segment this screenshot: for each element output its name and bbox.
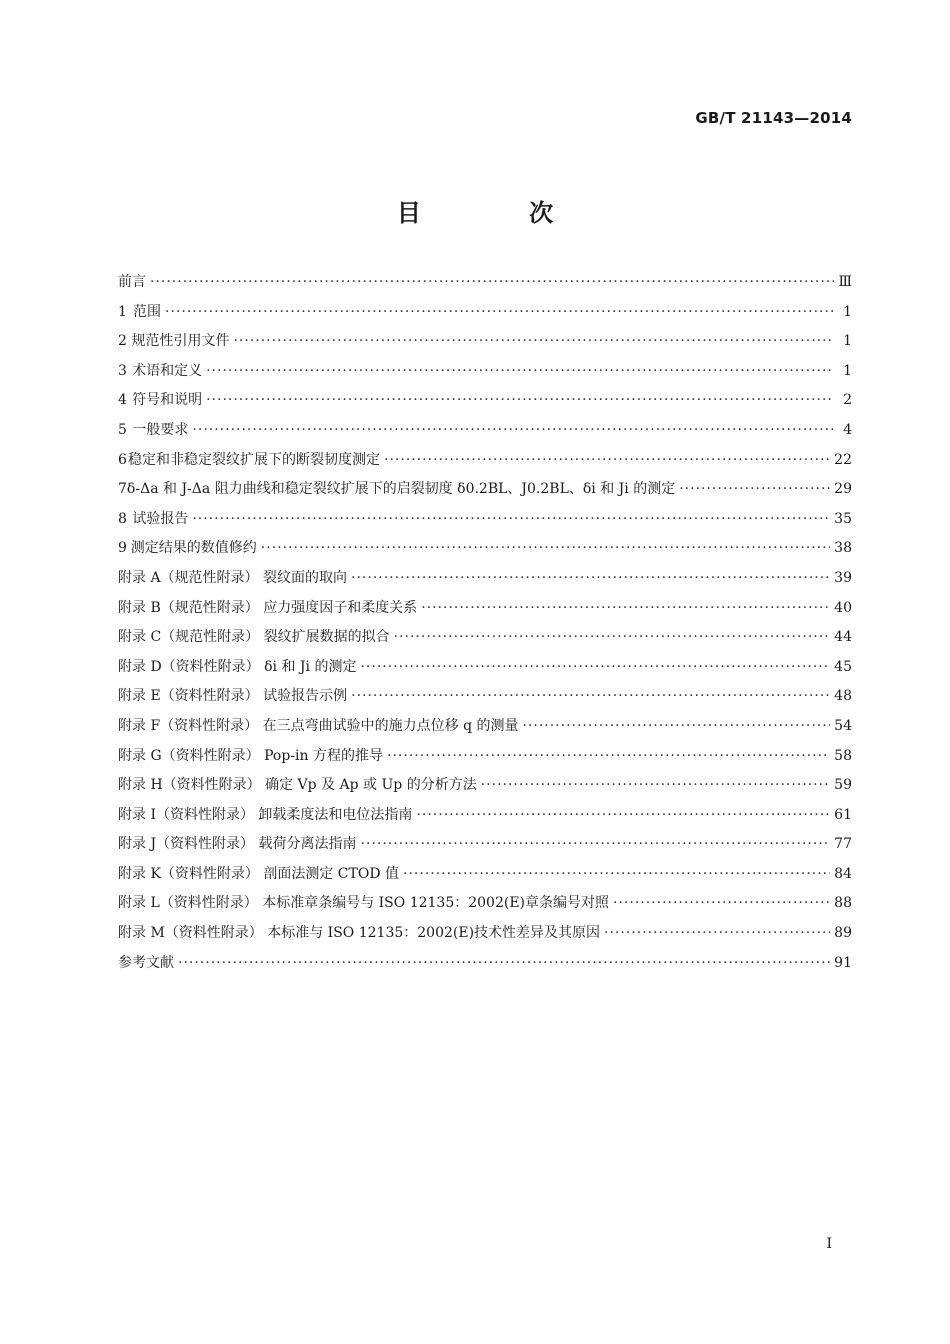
leader-dots bbox=[403, 860, 830, 890]
leader-dots bbox=[384, 446, 830, 476]
toc-entry-page: 35 bbox=[834, 510, 852, 527]
toc-entry-bibliography[interactable] bbox=[118, 949, 852, 979]
toc-entry-page: 45 bbox=[834, 658, 852, 675]
leader-dots bbox=[150, 268, 834, 298]
standard-code: GB/T 21143—2014 bbox=[695, 109, 852, 127]
toc-entry-number: 3 bbox=[118, 362, 127, 379]
toc-entry-annex-f[interactable] bbox=[118, 712, 852, 742]
toc-entry-annex-c[interactable] bbox=[118, 623, 852, 653]
toc-entry-page: 29 bbox=[834, 481, 852, 498]
toc-entry-page: 77 bbox=[834, 836, 852, 853]
toc-entry-page: 2 bbox=[843, 392, 852, 409]
toc-entry-page: 39 bbox=[834, 569, 852, 586]
toc-entry-label: 范围 bbox=[133, 303, 162, 320]
toc-entry-label: 符号和说明 bbox=[132, 392, 203, 409]
toc-entry-page: 38 bbox=[834, 540, 852, 557]
toc-entry-label: 附录 G（资料性附录） Pop-in 方程的推导 bbox=[118, 747, 384, 764]
toc-entry-label: 附录 J（资料性附录） 载荷分离法指南 bbox=[118, 836, 357, 853]
toc-entry-label: 测定结果的数值修约 bbox=[130, 540, 257, 557]
toc-entry-page: 58 bbox=[834, 747, 852, 764]
leader-dots bbox=[178, 949, 830, 979]
toc-entry-5[interactable] bbox=[118, 416, 852, 446]
leader-dots bbox=[604, 919, 830, 949]
toc-entry-label: 附录 F（资料性附录） 在三点弯曲试验中的施力点位移 q 的测量 bbox=[118, 717, 519, 734]
toc-entry-page: 1 bbox=[843, 303, 852, 320]
leader-dots bbox=[421, 594, 830, 624]
leader-dots bbox=[206, 386, 834, 416]
toc-entry-3[interactable] bbox=[118, 357, 852, 387]
toc-entry-label: 试验报告 bbox=[132, 510, 189, 527]
toc-entry-foreword[interactable] bbox=[118, 268, 852, 298]
leader-dots bbox=[361, 830, 831, 860]
leader-dots bbox=[394, 623, 831, 653]
leader-dots bbox=[192, 505, 830, 535]
leader-dots bbox=[481, 771, 830, 801]
toc-entry-annex-j[interactable] bbox=[118, 830, 852, 860]
toc-entry-page: 40 bbox=[834, 599, 852, 616]
page-folio: I bbox=[826, 1236, 832, 1252]
toc-entry-page: Ⅲ bbox=[838, 274, 852, 290]
toc-entry-number: 2 bbox=[118, 333, 127, 350]
table-of-contents bbox=[118, 268, 852, 978]
toc-entry-page: 89 bbox=[834, 925, 852, 942]
toc-entry-8[interactable] bbox=[118, 505, 852, 535]
leader-dots bbox=[165, 298, 834, 328]
toc-entry-label: δ-Δa 和 J-Δa 阻力曲线和稳定裂纹扩展下的启裂韧度 δ0.2BL、J0.2BL、δi 和 Ji 的测定 bbox=[126, 481, 676, 498]
toc-entry-4[interactable] bbox=[118, 386, 852, 416]
toc-entry-annex-e[interactable] bbox=[118, 682, 852, 712]
toc-entry-annex-k[interactable] bbox=[118, 860, 852, 890]
toc-entry-label: 前言 bbox=[118, 274, 146, 290]
toc-entry-annex-l[interactable] bbox=[118, 889, 852, 919]
toc-entry-label: 附录 H（资料性附录） 确定 Vp 及 Ap 或 Up 的分析方法 bbox=[118, 777, 477, 794]
toc-entry-number: 4 bbox=[118, 392, 127, 409]
toc-entry-page: 4 bbox=[843, 421, 852, 438]
toc-entry-label: 附录 L（资料性附录） 本标准章条编号与 ISO 12135：2002(E)章条编号对照 bbox=[118, 895, 610, 912]
toc-entry-annex-i[interactable] bbox=[118, 801, 852, 831]
toc-entry-label: 规范性引用文件 bbox=[131, 333, 230, 350]
leader-dots bbox=[679, 475, 830, 505]
leader-dots bbox=[387, 742, 830, 772]
toc-entry-label: 附录 A（规范性附录） 裂纹面的取向 bbox=[118, 569, 348, 586]
toc-entry-annex-d[interactable] bbox=[118, 653, 852, 683]
toc-entry-page: 1 bbox=[843, 362, 852, 379]
leader-dots bbox=[522, 712, 830, 742]
leader-dots bbox=[206, 357, 834, 387]
leader-dots bbox=[261, 534, 830, 564]
toc-entry-page: 44 bbox=[834, 629, 852, 646]
toc-entry-annex-h[interactable] bbox=[118, 771, 852, 801]
toc-entry-number: 9 bbox=[118, 540, 127, 557]
toc-entry-page: 84 bbox=[834, 865, 852, 882]
toc-entry-label: 附录 M（资料性附录） 本标准与 ISO 12135：2002(E)技术性差异及其原因 bbox=[118, 925, 601, 942]
toc-entry-label: 附录 B（规范性附录） 应力强度因子和柔度关系 bbox=[118, 599, 418, 616]
toc-title: 目 次 bbox=[396, 199, 604, 227]
toc-entry-page: 54 bbox=[834, 717, 852, 734]
leader-dots bbox=[613, 889, 830, 919]
leader-dots bbox=[360, 653, 830, 683]
leader-dots bbox=[351, 682, 830, 712]
toc-entry-page: 48 bbox=[834, 688, 852, 705]
toc-entry-label: 附录 C（规范性附录） 裂纹扩展数据的拟合 bbox=[118, 629, 390, 646]
toc-entry-1[interactable] bbox=[118, 298, 852, 328]
toc-entry-label: 附录 E（资料性附录） 试验报告示例 bbox=[118, 688, 348, 705]
toc-entry-label: 一般要求 bbox=[132, 421, 189, 438]
toc-entry-page: 1 bbox=[843, 333, 852, 350]
toc-entry-page: 59 bbox=[834, 777, 852, 794]
leader-dots bbox=[351, 564, 830, 594]
toc-entry-number: 8 bbox=[118, 510, 127, 527]
toc-entry-label: 附录 D（资料性附录） δi 和 Ji 的测定 bbox=[118, 658, 357, 675]
leader-dots bbox=[416, 801, 830, 831]
toc-entry-label: 术语和定义 bbox=[132, 362, 203, 379]
toc-entry-9[interactable] bbox=[118, 534, 852, 564]
toc-entry-page: 88 bbox=[834, 895, 852, 912]
toc-entry-page: 91 bbox=[834, 954, 852, 971]
toc-entry-annex-g[interactable] bbox=[118, 742, 852, 772]
leader-dots bbox=[233, 327, 834, 357]
toc-entry-label: 附录 I（资料性附录） 卸载柔度法和电位法指南 bbox=[118, 806, 413, 823]
toc-entry-label: 参考文献 bbox=[118, 954, 174, 971]
toc-entry-page: 61 bbox=[834, 806, 852, 823]
toc-entry-2[interactable] bbox=[118, 327, 852, 357]
toc-entry-annex-m[interactable] bbox=[118, 919, 852, 949]
toc-entry-7[interactable] bbox=[118, 475, 852, 505]
toc-entry-annex-a[interactable] bbox=[118, 564, 852, 594]
toc-entry-label: 稳定和非稳定裂纹扩展下的断裂韧度测定 bbox=[128, 451, 381, 468]
toc-entry-number: 7 bbox=[118, 481, 127, 498]
toc-entry-number: 6 bbox=[118, 451, 127, 468]
toc-entry-6[interactable] bbox=[118, 446, 852, 476]
toc-entry-label: 附录 K（资料性附录） 剖面法测定 CTOD 值 bbox=[118, 865, 400, 882]
leader-dots bbox=[192, 416, 834, 446]
toc-entry-page: 22 bbox=[834, 451, 852, 468]
toc-entry-annex-b[interactable] bbox=[118, 594, 852, 624]
toc-entry-number: 1 bbox=[118, 303, 127, 320]
toc-entry-number: 5 bbox=[118, 421, 127, 438]
